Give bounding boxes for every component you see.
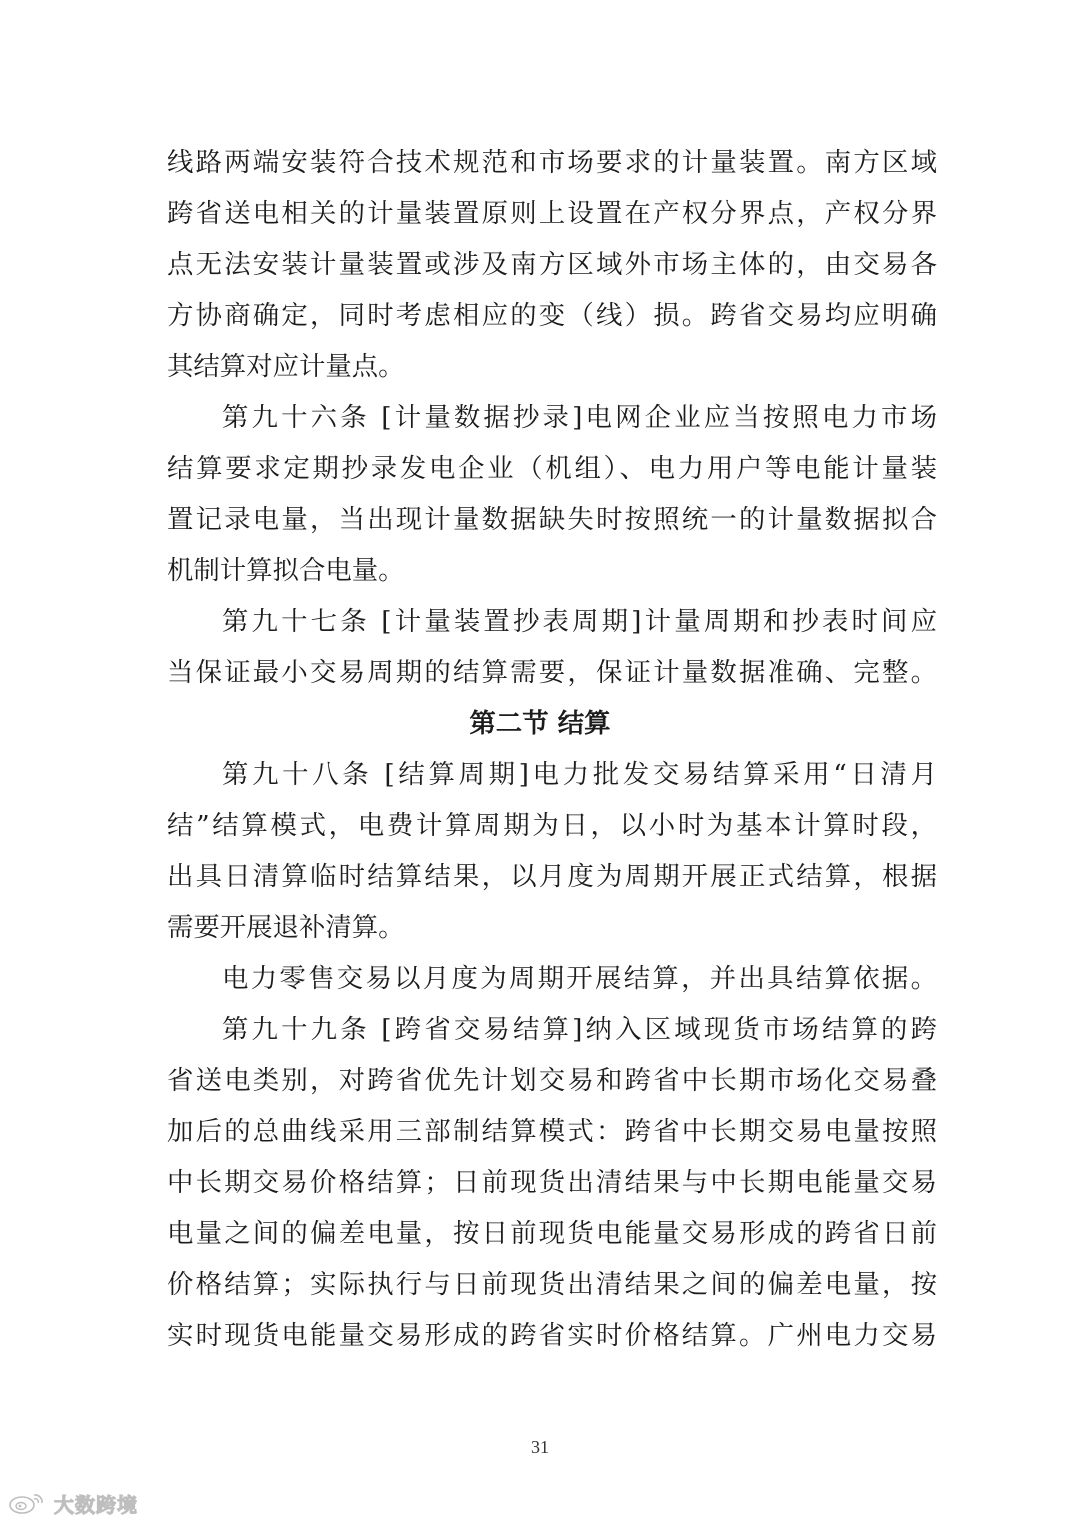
paragraph-line: 电量之间的偏差电量，按日前现货电能量交易形成的跨省日前	[167, 1218, 937, 1249]
paragraph-line: 其结算对应计量点。	[167, 351, 405, 382]
article-98-line: 第九十八条 [结算周期]电力批发交易结算采用“日清月	[222, 759, 937, 790]
paragraph-line: 省送电类别，对跨省优先计划交易和跨省中长期市场化交易叠	[167, 1065, 937, 1096]
paragraph-line: 出具日清算临时结算结果，以月度为周期开展正式结算，根据	[167, 861, 937, 892]
paragraph-line: 置记录电量，当出现计量数据缺失时按照统一的计量数据拟合	[167, 504, 937, 535]
article-96-line: 第九十六条 [计量数据抄录]电网企业应当按照电力市场	[222, 402, 937, 433]
paragraph-line: 中长期交易价格结算；日前现货出清结果与中长期电能量交易	[167, 1167, 937, 1198]
watermark-text: 大数跨境	[54, 1492, 138, 1517]
article-99-line: 第九十九条 [跨省交易结算]纳入区域现货市场结算的跨	[222, 1014, 937, 1045]
paragraph-line: 实时现货电能量交易形成的跨省实时价格结算。广州电力交易	[167, 1320, 937, 1351]
paragraph-line: 机制计算拟合电量。	[167, 555, 405, 586]
paragraph-line: 结算要求定期抄录发电企业（机组）、电力用户等电能计量装	[167, 453, 937, 484]
paragraph-line: 方协商确定，同时考虑相应的变（线）损。跨省交易均应明确	[167, 300, 937, 331]
paragraph-line: 点无法安装计量装置或涉及南方区域外市场主体的，由交易各	[167, 249, 937, 280]
paragraph-line: 价格结算；实际执行与日前现货出清结果之间的偏差电量，按	[167, 1269, 937, 1300]
paragraph-line: 线路两端安装符合技术规范和市场要求的计量装置。南方区域	[167, 147, 937, 178]
section-heading: 第二节 结算	[469, 708, 611, 739]
paragraph-line: 结”结算模式，电费计算周期为日，以小时为基本计算时段，	[167, 810, 937, 841]
retail-settlement-line: 电力零售交易以月度为周期开展结算，并出具结算依据。	[222, 963, 937, 994]
page-number: 31	[531, 1437, 549, 1457]
article-97-line: 第九十七条 [计量装置抄表周期]计量周期和抄表时间应	[222, 606, 937, 637]
paragraph-line: 加后的总曲线采用三部制结算模式：跨省中长期交易电量按照	[167, 1116, 937, 1147]
watermark	[8, 1488, 138, 1518]
weibo-logo-icon	[8, 1491, 48, 1515]
paragraph-line: 跨省送电相关的计量装置原则上设置在产权分界点，产权分界	[167, 198, 937, 229]
paragraph-line: 当保证最小交易周期的结算需要，保证计量数据准确、完整。	[167, 657, 937, 688]
paragraph-line: 需要开展退补清算。	[167, 912, 405, 943]
